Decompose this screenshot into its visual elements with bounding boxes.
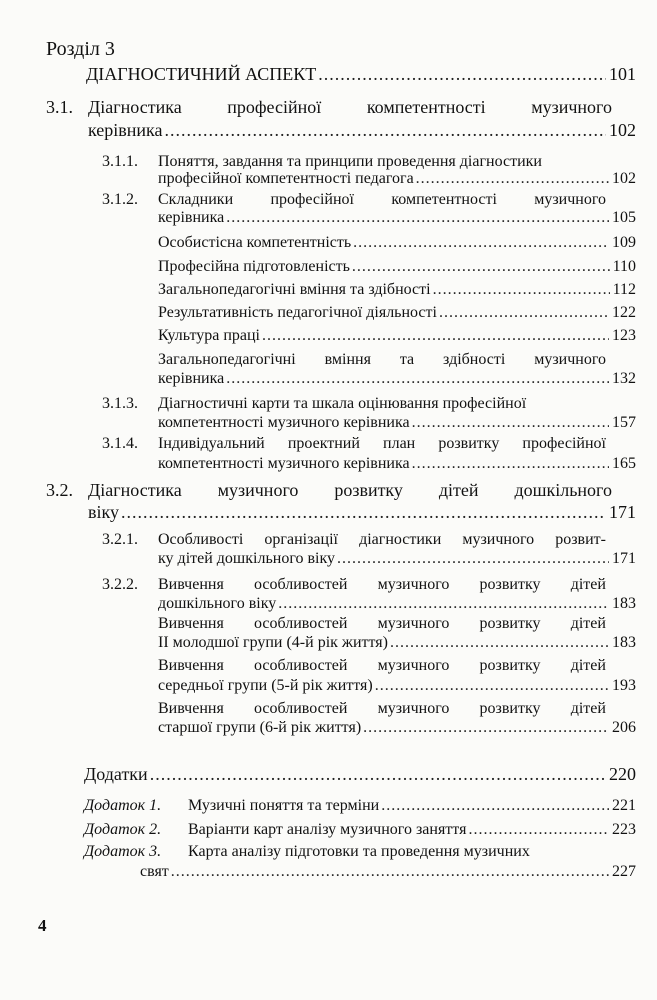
page-ref: 223 [612, 821, 636, 838]
word: Індивідуальний [158, 435, 265, 452]
word: розвитку [479, 615, 541, 632]
toc-entry-appendix-1[interactable] [188, 796, 636, 816]
word: Вивчення [158, 576, 224, 593]
toc-entry-3-1-2-line2[interactable] [158, 208, 636, 228]
entry-text: Варіанти карт аналізу музичного заняття [188, 821, 467, 838]
page-ref: 220 [609, 764, 636, 784]
dot-leader [433, 280, 610, 300]
toc-entry-3-1-line2[interactable] [88, 120, 636, 140]
word: музичного [377, 657, 450, 674]
word: проектний [287, 435, 360, 452]
dot-leader [337, 549, 609, 569]
toc-entry-appendix-2[interactable] [188, 820, 636, 840]
dot-leader [468, 820, 609, 840]
entry-text: керівника [158, 209, 225, 226]
word: професійної [227, 97, 322, 117]
word: Вивчення [158, 657, 224, 674]
word: музичного [377, 576, 450, 593]
word: дітей [570, 576, 606, 593]
word: план [383, 435, 416, 452]
word: професійної [270, 191, 354, 208]
entry-number: 3.1.2. [102, 191, 138, 208]
page-ref: 112 [612, 281, 636, 298]
toc-entry-appendices[interactable] [84, 764, 636, 784]
entry-text: Результативність педагогічної діяльності [158, 304, 437, 321]
page-ref: 132 [612, 370, 636, 387]
page-ref: 109 [612, 234, 636, 251]
dot-leader [318, 64, 606, 84]
toc-entry-3-2-2-line1[interactable] [158, 575, 606, 595]
dot-leader [150, 764, 606, 784]
word: розвит- [555, 531, 606, 548]
word: розвитку [438, 435, 500, 452]
appendix-label: Додаток 1. [84, 797, 162, 814]
word: організації [264, 531, 338, 548]
dot-leader [226, 208, 609, 228]
toc-entry-work-culture[interactable] [158, 326, 636, 346]
dot-leader [165, 120, 606, 140]
page-ref: 122 [612, 304, 636, 321]
entry-text: свят [140, 863, 169, 880]
word: музичного [462, 531, 535, 548]
word: та [399, 351, 415, 368]
word: музичного [217, 480, 299, 500]
entry-text: старшої групи (6-й рік життя) [158, 719, 362, 736]
page-ref: 227 [612, 863, 636, 880]
toc-entry-effectiveness[interactable] [158, 303, 636, 323]
appendix-label: Додаток 2. [84, 821, 162, 838]
dot-leader [412, 454, 609, 474]
page-ref: 193 [612, 677, 636, 694]
entry-text: Музичні поняття та терміни [188, 797, 380, 814]
dot-leader [390, 633, 609, 653]
page-ref: 101 [609, 64, 636, 84]
word: дітей [570, 615, 606, 632]
entry-text: Загальнопедагогічні вміння та здібності [158, 281, 431, 298]
dot-leader [121, 502, 606, 522]
word: музичного [534, 191, 606, 208]
word: розвитку [334, 480, 403, 500]
dot-leader [416, 169, 609, 189]
dot-leader [262, 326, 609, 346]
dot-leader [381, 796, 609, 816]
word: розвитку [479, 657, 541, 674]
toc-entry-competence-personal[interactable] [158, 233, 636, 253]
dot-leader [171, 862, 609, 882]
word: професійної [522, 435, 606, 452]
entry-text: ку дітей дошкільного віку [158, 550, 336, 567]
page-ref: 165 [612, 455, 636, 472]
word: Особливості [158, 531, 244, 548]
entry-number: 3.1.3. [102, 395, 138, 412]
dot-leader [352, 257, 610, 277]
entry-number: 3.1. [46, 97, 73, 117]
entry-number: 3.2. [46, 480, 73, 500]
toc-entry-3-1-1-line1[interactable]: Поняття, завдання та принципи проведення діагностики [158, 153, 542, 170]
page-ref: 123 [612, 327, 636, 344]
entry-text: компетентності музичного керівника [158, 414, 410, 431]
entry-text: дошкільного віку [158, 595, 277, 612]
toc-entry-middle-group-line1[interactable] [158, 656, 606, 676]
toc-entry-middle-group-line2[interactable] [158, 676, 636, 696]
toc-entry-appendix-3-line2[interactable] [140, 862, 636, 882]
entry-text: віку [88, 502, 119, 522]
word: вміння [324, 351, 371, 368]
word: дітей [570, 700, 606, 717]
toc-entry-3-1-2-line1[interactable] [158, 190, 606, 210]
entry-text: Професійна підготовленість [158, 258, 350, 275]
dot-leader [278, 594, 609, 614]
page-ref: 110 [612, 258, 636, 275]
toc-entry-3-1-3-line1[interactable]: Діагностичні карти та шкала оцінювання професійної [158, 395, 527, 412]
toc-entry-general-skills-music-line1[interactable] [158, 350, 606, 370]
word: дітей [438, 480, 479, 500]
dot-leader [226, 369, 609, 389]
word: діагностики [359, 531, 442, 548]
entry-number: 3.2.1. [102, 531, 138, 548]
toc-entry-3-2-line1[interactable] [88, 480, 612, 500]
dot-leader [363, 718, 609, 738]
word: особливостей [254, 700, 348, 717]
word: музичного [534, 351, 606, 368]
toc-entry-3-1-4-line2[interactable] [158, 454, 636, 474]
dot-leader [412, 413, 609, 433]
toc-entry-3-1-1-line2[interactable] [158, 169, 636, 189]
page-ref: 183 [612, 634, 636, 651]
toc-entry-3-1-4-line1[interactable] [158, 434, 606, 454]
word: музичного [377, 615, 450, 632]
entry-text: Культура праці [158, 327, 260, 344]
toc-entry-appendix-3-line1[interactable]: Карта аналізу підготовки та проведення музичних [188, 843, 530, 860]
word: Загальнопедагогічні [158, 351, 296, 368]
dot-leader [375, 676, 609, 696]
word: музичного [377, 700, 450, 717]
word: особливостей [254, 657, 348, 674]
toc-entry-professional-preparedness[interactable] [158, 257, 636, 277]
entry-text: середньої групи (5-й рік життя) [158, 677, 373, 694]
toc-entry-3-2-2-line2[interactable] [158, 594, 636, 614]
word: Діагностика [88, 480, 182, 500]
section-label: Розділ 3 [46, 38, 115, 60]
entry-text: ІІ молодшої групи (4-й рік життя) [158, 634, 388, 651]
dot-leader [439, 303, 609, 323]
dot-leader [353, 233, 609, 253]
toc-entry-3-2-1-line1[interactable] [158, 530, 606, 550]
page-ref: 171 [612, 550, 636, 567]
entry-text: компетентності музичного керівника [158, 455, 410, 472]
entry-number: 3.1.1. [102, 153, 138, 170]
toc-entry-3-2-1-line2[interactable] [158, 549, 636, 569]
toc-entry-section-title[interactable] [86, 64, 636, 84]
entry-number: 3.1.4. [102, 435, 138, 452]
entry-text: керівника [88, 120, 163, 140]
entry-number: 3.2.2. [102, 576, 138, 593]
word: музичного [531, 97, 612, 117]
toc-entry-senior-group-line1[interactable] [158, 699, 606, 719]
page-ref: 102 [609, 120, 636, 140]
toc-entry-general-skills-music-line2[interactable] [158, 369, 636, 389]
word: Вивчення [158, 700, 224, 717]
toc-entry-3-1-line1[interactable] [88, 97, 612, 117]
word: особливостей [254, 615, 348, 632]
toc-entry-3-1-3-line2[interactable] [158, 413, 636, 433]
word: здібності [443, 351, 506, 368]
word: дітей [570, 657, 606, 674]
word: особливостей [254, 576, 348, 593]
word: розвитку [479, 576, 541, 593]
word: Вивчення [158, 615, 224, 632]
page-ref: 171 [609, 502, 636, 522]
toc-entry-group-2-junior-line1[interactable] [158, 614, 606, 634]
word: дошкільного [514, 480, 612, 500]
page-number: 4 [38, 916, 47, 935]
word: розвитку [479, 700, 541, 717]
page-ref: 102 [612, 170, 636, 187]
page-ref: 221 [612, 797, 636, 814]
section-title: ДІАГНОСТИЧНИЙ АСПЕКТ [86, 64, 317, 84]
entry-text: професійної компетентності педагога [158, 170, 414, 187]
entry-text: керівника [158, 370, 225, 387]
appendix-label: Додаток 3. [84, 843, 162, 860]
toc-entry-group-2-junior-line2[interactable] [158, 633, 636, 653]
page-ref: 105 [612, 209, 636, 226]
toc-entry-general-skills[interactable] [158, 280, 636, 300]
toc-entry-3-2-line2[interactable] [88, 502, 636, 522]
entry-text: Додатки [84, 764, 148, 784]
toc-entry-senior-group-line2[interactable] [158, 718, 636, 738]
word: компетентності [391, 191, 497, 208]
entry-text: Особистісна компетентність [158, 234, 352, 251]
word: компетентності [366, 97, 486, 117]
page-ref: 183 [612, 595, 636, 612]
page-ref: 206 [612, 719, 636, 736]
word: Складники [158, 191, 234, 208]
page-ref: 157 [612, 414, 636, 431]
word: Діагностика [88, 97, 182, 117]
